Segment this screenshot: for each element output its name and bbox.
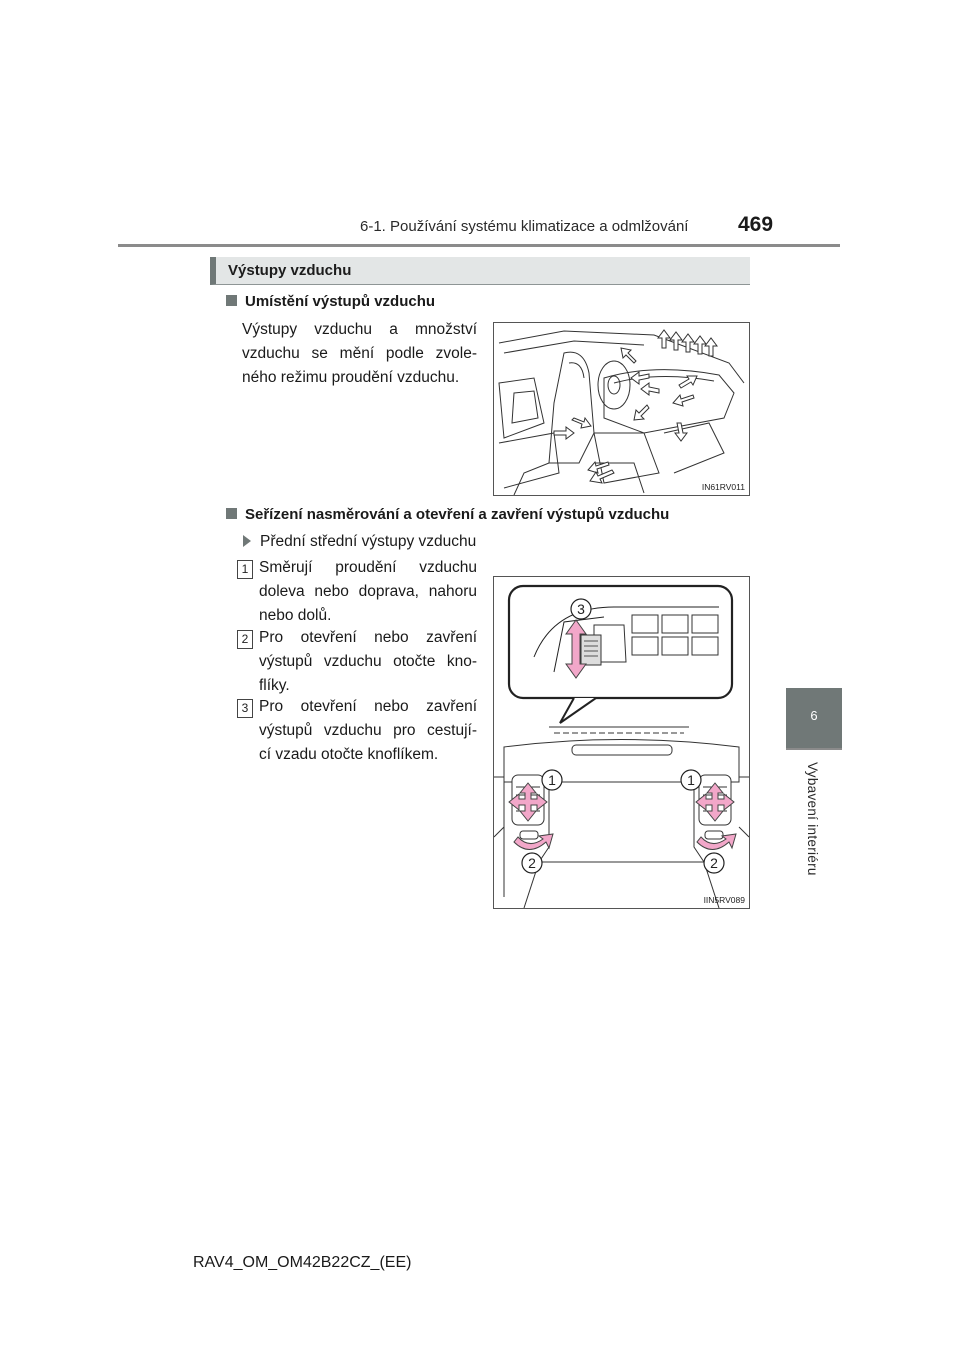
callout-2-left: 2: [528, 855, 536, 871]
item-number-3: 3: [237, 699, 253, 718]
item-number-2: 2: [237, 630, 253, 649]
figure-code-1: IN61RV011: [701, 482, 745, 492]
header-rule: [118, 244, 840, 247]
callout-2-right: 2: [710, 855, 718, 871]
car-interior-illustration: [494, 323, 749, 495]
item-text-3: Pro otevření nebo zavření výstupů vzduchu pro cestují- cí vzadu otočte knoflíkem.: [259, 698, 477, 763]
air-outlet-location-figure: [493, 322, 750, 496]
callout-1-right: 1: [687, 772, 695, 788]
callout-3: 3: [577, 601, 585, 617]
item-number-1: 1: [237, 560, 253, 579]
center-vents-illustration: [494, 577, 749, 908]
callout-1-left: 1: [548, 772, 556, 788]
location-heading: Umístění výstupů vzduchu: [226, 293, 435, 310]
location-text: Výstupy vzduchu a množství vzduchu se mění podle zvole- ného režimu proudění vzduchu.: [242, 321, 477, 386]
running-header-title: 6-1. Používání systému klimatizace a odmlžování: [360, 218, 689, 235]
section-title: Výstupy vzduchu: [228, 262, 352, 279]
chapter-tab: [786, 688, 842, 748]
chapter-number: 6: [810, 708, 818, 723]
chapter-label: Vybavení interiéru: [805, 762, 820, 876]
item-text-2: Pro otevření nebo zavření výstupů vzduchu otočte kno- flíky.: [259, 629, 477, 694]
page-number: 469: [738, 213, 774, 236]
item-text-1: Směrují proudění vzduchu doleva nebo doprava, nahoru nebo dolů.: [259, 559, 477, 624]
chapter-tab-rule: [786, 748, 842, 750]
front-center-outlets-subheading: Přední střední výstupy vzduchu: [243, 530, 476, 554]
figure-code-2: IIN5RV089: [703, 895, 745, 905]
square-bullet-icon: [226, 295, 237, 306]
square-bullet-icon: [226, 508, 237, 519]
section-title-bar: [210, 257, 750, 285]
front-center-vents-figure: [493, 576, 750, 909]
adjust-heading: Seřízení nasměrování a otevření a zavření výstupů vzduchu: [226, 506, 669, 523]
document-code-footer: RAV4_OM_OM42B22CZ_(EE): [193, 1254, 412, 1271]
triangle-bullet-icon: [243, 535, 251, 547]
